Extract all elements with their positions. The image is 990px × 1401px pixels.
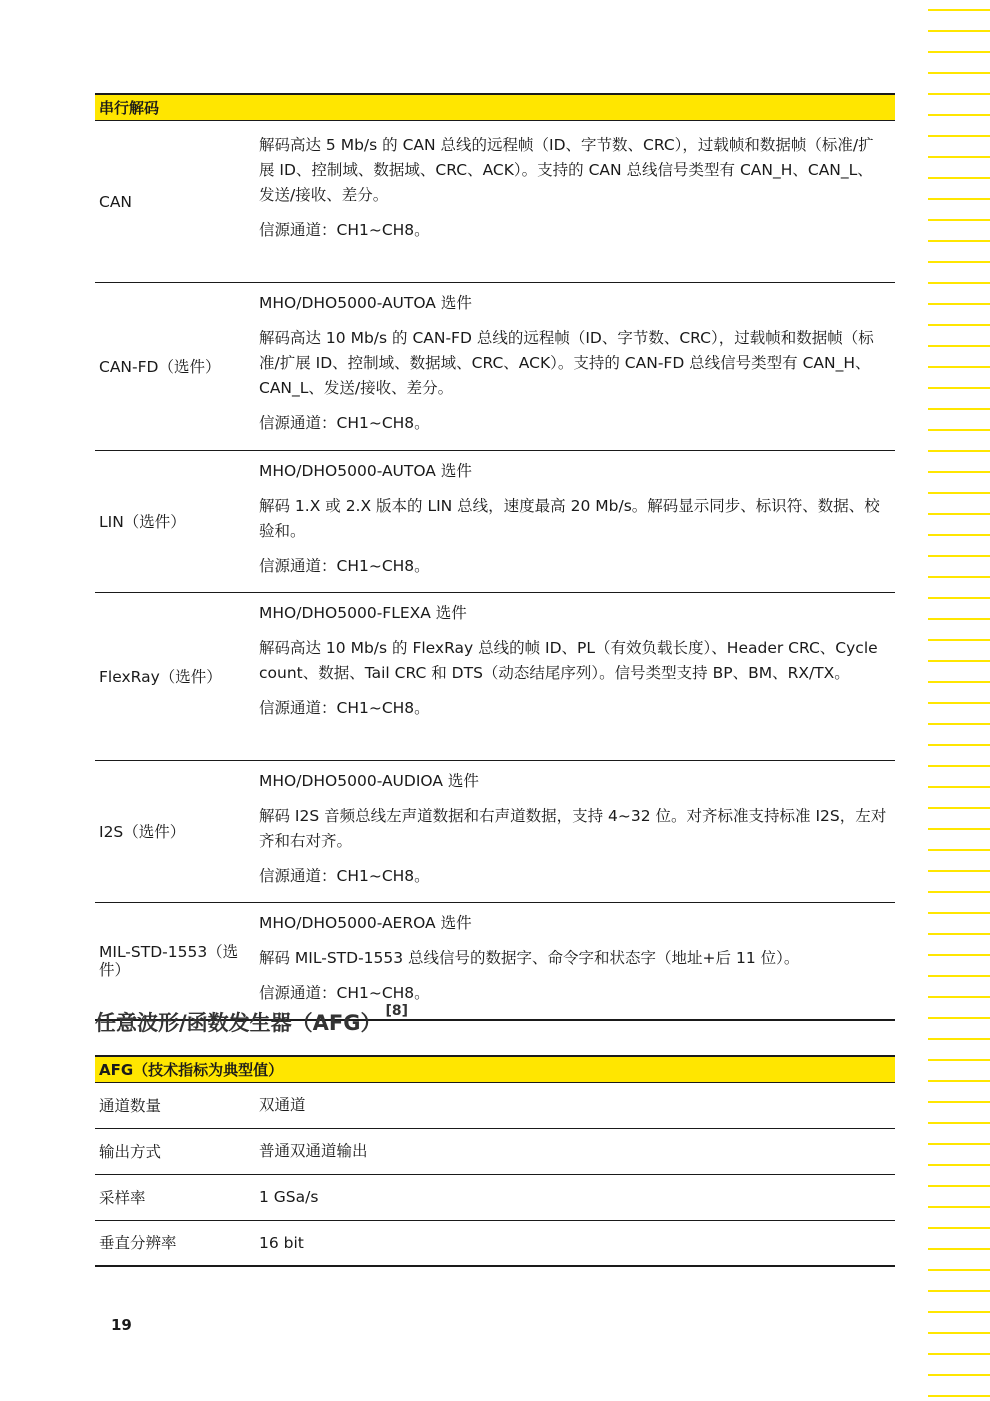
row-description: [259, 283, 895, 450]
table-header: 串行解码: [95, 93, 895, 121]
row-label: I2S（选件）: [99, 822, 186, 841]
decorative-stripes: [928, 0, 990, 1401]
description-text: 解码 1.X 或 2.X 版本的 LIN 总线，速度最高 20 Mb/s。解码显示同步、标识符、数据、校验和。: [259, 497, 880, 540]
row-label: 垂直分辨率: [99, 1234, 177, 1252]
table-row: [95, 1175, 895, 1221]
row-value: 普通双通道输出: [259, 1142, 368, 1160]
table-row: [95, 1129, 895, 1175]
row-description: [259, 451, 895, 592]
table-row: [95, 1083, 895, 1129]
description-text: 解码 I2S 音频总线左声道数据和右声道数据，支持 4~32 位。对齐标准支持标准 I2S，左对齐和右对齐。: [259, 807, 887, 850]
row-description: [259, 593, 895, 760]
table-row: [95, 761, 895, 903]
source-channels: 信源通道：CH1~CH8。: [259, 414, 430, 432]
option-name: MHO/DHO5000-AEROA 选件: [259, 914, 472, 932]
row-description: [259, 121, 895, 282]
row-label: 采样率: [99, 1188, 146, 1207]
source-channels: 信源通道：CH1~CH8。: [259, 699, 430, 717]
table-row: [95, 1221, 895, 1267]
section-title: 任意波形/函数发生器（AFG）: [95, 1011, 382, 1035]
table-row: [95, 903, 895, 1021]
table-row: [95, 593, 895, 761]
row-label: 通道数量: [99, 1096, 162, 1115]
row-value: 1 GSa/s: [259, 1188, 319, 1206]
section-heading: [95, 1003, 409, 1037]
row-description: [249, 903, 895, 1019]
row-label: LIN（选件）: [99, 512, 186, 531]
source-channels: 信源通道：CH1~CH8。: [259, 557, 430, 575]
option-name: MHO/DHO5000-FLEXA 选件: [259, 604, 467, 622]
description-text: 解码 MIL-STD-1553 总线信号的数据字、命令字和状态字（地址+后 11 位）。: [259, 949, 800, 967]
row-label: 输出方式: [99, 1142, 162, 1161]
source-channels: 信源通道：CH1~CH8。: [259, 221, 430, 239]
table-header: AFG（技术指标为典型值）: [95, 1055, 895, 1083]
option-name: MHO/DHO5000-AUDIOA 选件: [259, 772, 479, 790]
row-value: 双通道: [259, 1096, 306, 1114]
page-number: 19: [111, 1316, 132, 1334]
option-name: MHO/DHO5000-AUTOA 选件: [259, 462, 472, 480]
table-row: [95, 283, 895, 451]
table-row: [95, 451, 895, 593]
afg-table: [95, 1055, 895, 1267]
option-name: MHO/DHO5000-AUTOA 选件: [259, 294, 472, 312]
row-label: MIL-STD-1553（选件）: [99, 943, 239, 979]
row-description: [259, 761, 895, 902]
serial-decode-table: [95, 93, 895, 1021]
description-text: 解码高达 5 Mb/s 的 CAN 总线的远程帧（ID、字节数、CRC），过载帧和数据帧（标准/扩展 ID、控制域、数据域、CRC、ACK）。支持的 CAN 总线信号类型有 CAN_H、CAN_L、发送/接收、差分。: [259, 136, 874, 204]
row-label: FlexRay（选件）: [99, 667, 222, 686]
row-label: CAN-FD（选件）: [99, 357, 221, 376]
description-text: 解码高达 10 Mb/s 的 FlexRay 总线的帧 ID、PL（有效负载长度）、Header CRC、Cycle count、数据、Tail CRC 和 DTS（动态结尾序列）。信号类型支持 BP、BM、RX/TX。: [259, 639, 878, 682]
description-text: 解码高达 10 Mb/s 的 CAN-FD 总线的远程帧（ID、字节数、CRC），过载帧和数据帧（标准/扩展 ID、控制域、数据域、CRC、ACK）。支持的 CAN-FD 总线信号类型有 CAN_H、CAN_L、发送/接收、差分。: [259, 329, 874, 397]
footnote-ref: [8]: [385, 1003, 409, 1019]
row-value: 16 bit: [259, 1233, 304, 1252]
table-row: [95, 121, 895, 283]
row-label: CAN: [99, 192, 133, 211]
source-channels: 信源通道：CH1~CH8。: [259, 867, 430, 885]
source-channels: 信源通道：CH1~CH8。: [259, 984, 430, 1002]
